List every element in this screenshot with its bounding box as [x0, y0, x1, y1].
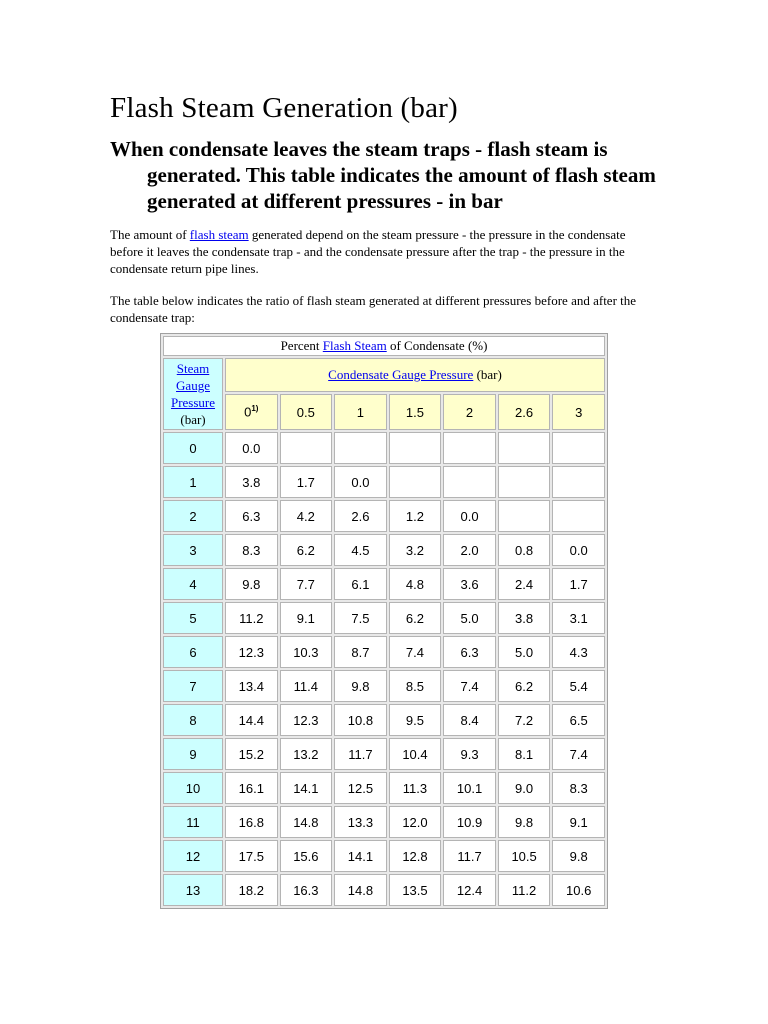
column-header-label: 0.5: [296, 404, 315, 420]
value-cell: 9.3: [443, 738, 496, 770]
row-pressure-cell: 13: [163, 874, 223, 906]
value-cell: 7.4: [443, 670, 496, 702]
table-row: [163, 568, 605, 600]
article: [110, 88, 670, 326]
row-pressure-cell: 9: [163, 738, 223, 770]
column-header-label: 2.6: [515, 404, 534, 420]
value-cell: [389, 432, 442, 464]
row-pressure-cell: 11: [163, 806, 223, 838]
page-title: Flash Steam Generation (bar): [110, 92, 458, 124]
table-row: [163, 636, 605, 668]
value-cell: 11.7: [334, 738, 387, 770]
table-row: [163, 670, 605, 702]
table-title-pre: Percent: [280, 338, 323, 353]
value-cell: 4.2: [280, 500, 333, 532]
table-row: [163, 874, 605, 906]
value-cell: 12.4: [443, 874, 496, 906]
steam-pressure-unit: (bar): [180, 412, 206, 427]
column-header-label: 1.5: [405, 404, 424, 420]
table-row: [163, 704, 605, 736]
value-cell: [389, 466, 442, 498]
column-header-0: [225, 394, 278, 430]
value-cell: 1.7: [280, 466, 333, 498]
value-cell: 6.5: [552, 704, 605, 736]
flash-steam-table-link[interactable]: Flash Steam: [322, 338, 387, 353]
value-cell: [443, 432, 496, 464]
value-cell: [552, 432, 605, 464]
value-cell: 10.3: [280, 636, 333, 668]
value-cell: 12.8: [389, 840, 442, 872]
condensate-pressure-unit: (bar): [473, 367, 502, 382]
value-cell: 8.7: [334, 636, 387, 668]
value-cell: 11.4: [280, 670, 333, 702]
value-cell: 0.0: [443, 500, 496, 532]
column-header-5: [498, 394, 551, 430]
table-title-post: of Condensate (%): [386, 338, 488, 353]
table-row: [163, 534, 605, 566]
row-pressure-cell: 2: [163, 500, 223, 532]
value-cell: 1.7: [552, 568, 605, 600]
value-cell: 13.3: [334, 806, 387, 838]
value-cell: 8.5: [389, 670, 442, 702]
value-cell: 2.0: [443, 534, 496, 566]
column-header-3: [389, 394, 442, 430]
value-cell: 9.0: [498, 772, 551, 804]
column-header-footnote: 1): [251, 404, 259, 414]
value-cell: 10.8: [334, 704, 387, 736]
value-cell: 14.8: [280, 806, 333, 838]
column-header-label: 2: [465, 404, 474, 420]
intro-text-post: generated depend on the steam pressure - the pressure in the condensate before it leaves the condensate trap - and the condensate pressure after the trap - the pressure in the condensate return pipe lines.: [110, 227, 626, 276]
value-cell: [498, 500, 551, 532]
value-cell: 12.5: [334, 772, 387, 804]
value-cell: 16.3: [280, 874, 333, 906]
value-cell: 9.8: [552, 840, 605, 872]
value-cell: 7.4: [389, 636, 442, 668]
value-cell: 5.4: [552, 670, 605, 702]
value-cell: 0.8: [498, 534, 551, 566]
value-cell: [498, 432, 551, 464]
value-cell: 8.4: [443, 704, 496, 736]
value-cell: 7.5: [334, 602, 387, 634]
value-cell: 14.4: [225, 704, 278, 736]
column-header-label: 3: [575, 404, 583, 420]
value-cell: 4.8: [389, 568, 442, 600]
table-row: [163, 772, 605, 804]
table-row: [163, 806, 605, 838]
value-cell: 9.1: [552, 806, 605, 838]
value-cell: 14.8: [334, 874, 387, 906]
row-pressure-cell: 3: [163, 534, 223, 566]
table-row: [163, 500, 605, 532]
value-cell: 0.0: [552, 534, 605, 566]
value-cell: 13.5: [389, 874, 442, 906]
value-cell: 0.0: [334, 466, 387, 498]
value-cell: 6.1: [334, 568, 387, 600]
value-cell: 9.8: [334, 670, 387, 702]
condensate-gauge-pressure-link[interactable]: Condensate Gauge Pressure: [328, 367, 474, 382]
value-cell: 3.8: [498, 602, 551, 634]
table-row: [163, 432, 605, 464]
value-cell: 2.6: [334, 500, 387, 532]
value-cell: 13.2: [280, 738, 333, 770]
value-cell: 4.5: [334, 534, 387, 566]
value-cell: 16.8: [225, 806, 278, 838]
value-cell: 3.1: [552, 602, 605, 634]
value-cell: 5.0: [443, 602, 496, 634]
page-subtitle: When condensate leaves the steam traps - flash steam is generated. This table indicates the amount of flash steam generated at different pressures - in bar: [110, 137, 656, 213]
table-row: [163, 738, 605, 770]
value-cell: [552, 500, 605, 532]
column-header-2: [334, 394, 387, 430]
value-cell: 6.2: [389, 602, 442, 634]
steam-pressure-header: [163, 358, 223, 430]
value-cell: 11.3: [389, 772, 442, 804]
value-cell: 16.1: [225, 772, 278, 804]
value-cell: 8.3: [225, 534, 278, 566]
value-cell: 10.6: [552, 874, 605, 906]
intro-text-pre: The amount of: [110, 227, 190, 242]
table-row: [163, 840, 605, 872]
value-cell: 14.1: [334, 840, 387, 872]
row-pressure-cell: 5: [163, 602, 223, 634]
value-cell: 10.1: [443, 772, 496, 804]
flash-steam-table: [160, 333, 608, 909]
row-pressure-cell: 1: [163, 466, 223, 498]
value-cell: 7.7: [280, 568, 333, 600]
column-header-label: 0: [244, 404, 252, 420]
value-cell: 9.8: [225, 568, 278, 600]
value-cell: 7.4: [552, 738, 605, 770]
row-pressure-cell: 12: [163, 840, 223, 872]
value-cell: 11.2: [225, 602, 278, 634]
value-cell: 12.3: [225, 636, 278, 668]
value-cell: 14.1: [280, 772, 333, 804]
value-cell: 3.2: [389, 534, 442, 566]
value-cell: 0.0: [225, 432, 278, 464]
value-cell: 6.3: [443, 636, 496, 668]
value-cell: 18.2: [225, 874, 278, 906]
row-pressure-cell: 8: [163, 704, 223, 736]
value-cell: 17.5: [225, 840, 278, 872]
value-cell: 12.0: [389, 806, 442, 838]
row-pressure-cell: 4: [163, 568, 223, 600]
value-cell: 9.8: [498, 806, 551, 838]
value-cell: [280, 432, 333, 464]
row-pressure-cell: 10: [163, 772, 223, 804]
flash-steam-link[interactable]: flash steam: [189, 227, 249, 242]
value-cell: 2.4: [498, 568, 551, 600]
value-cell: 15.2: [225, 738, 278, 770]
value-cell: 6.2: [498, 670, 551, 702]
value-cell: 11.7: [443, 840, 496, 872]
table-title: [163, 336, 605, 356]
value-cell: 3.8: [225, 466, 278, 498]
value-cell: 9.1: [280, 602, 333, 634]
value-cell: 5.0: [498, 636, 551, 668]
value-cell: 11.2: [498, 874, 551, 906]
value-cell: [552, 466, 605, 498]
condensate-pressure-header: [225, 358, 605, 392]
value-cell: 13.4: [225, 670, 278, 702]
table-row: [163, 466, 605, 498]
value-cell: 6.2: [280, 534, 333, 566]
value-cell: 12.3: [280, 704, 333, 736]
value-cell: 10.9: [443, 806, 496, 838]
intro-paragraph: [110, 226, 658, 277]
table-description: The table below indicates the ratio of flash steam generated at different pressures before and after the condensate trap:: [110, 293, 637, 325]
column-header-4: [443, 394, 496, 430]
value-cell: 8.3: [552, 772, 605, 804]
value-cell: 9.5: [389, 704, 442, 736]
value-cell: 6.3: [225, 500, 278, 532]
value-cell: 4.3: [552, 636, 605, 668]
value-cell: [334, 432, 387, 464]
value-cell: 15.6: [280, 840, 333, 872]
column-header-6: [552, 394, 605, 430]
column-header-1: [280, 394, 333, 430]
value-cell: 7.2: [498, 704, 551, 736]
value-cell: [498, 466, 551, 498]
column-header-label: 1: [356, 404, 365, 420]
row-pressure-cell: 6: [163, 636, 223, 668]
value-cell: 8.1: [498, 738, 551, 770]
value-cell: [443, 466, 496, 498]
table-row: [163, 602, 605, 634]
value-cell: 10.4: [389, 738, 442, 770]
value-cell: 3.6: [443, 568, 496, 600]
row-pressure-cell: 7: [163, 670, 223, 702]
value-cell: 1.2: [389, 500, 442, 532]
steam-gauge-pressure-link[interactable]: Steam Gauge Pressure: [170, 361, 216, 410]
row-pressure-cell: 0: [163, 432, 223, 464]
value-cell: 10.5: [498, 840, 551, 872]
